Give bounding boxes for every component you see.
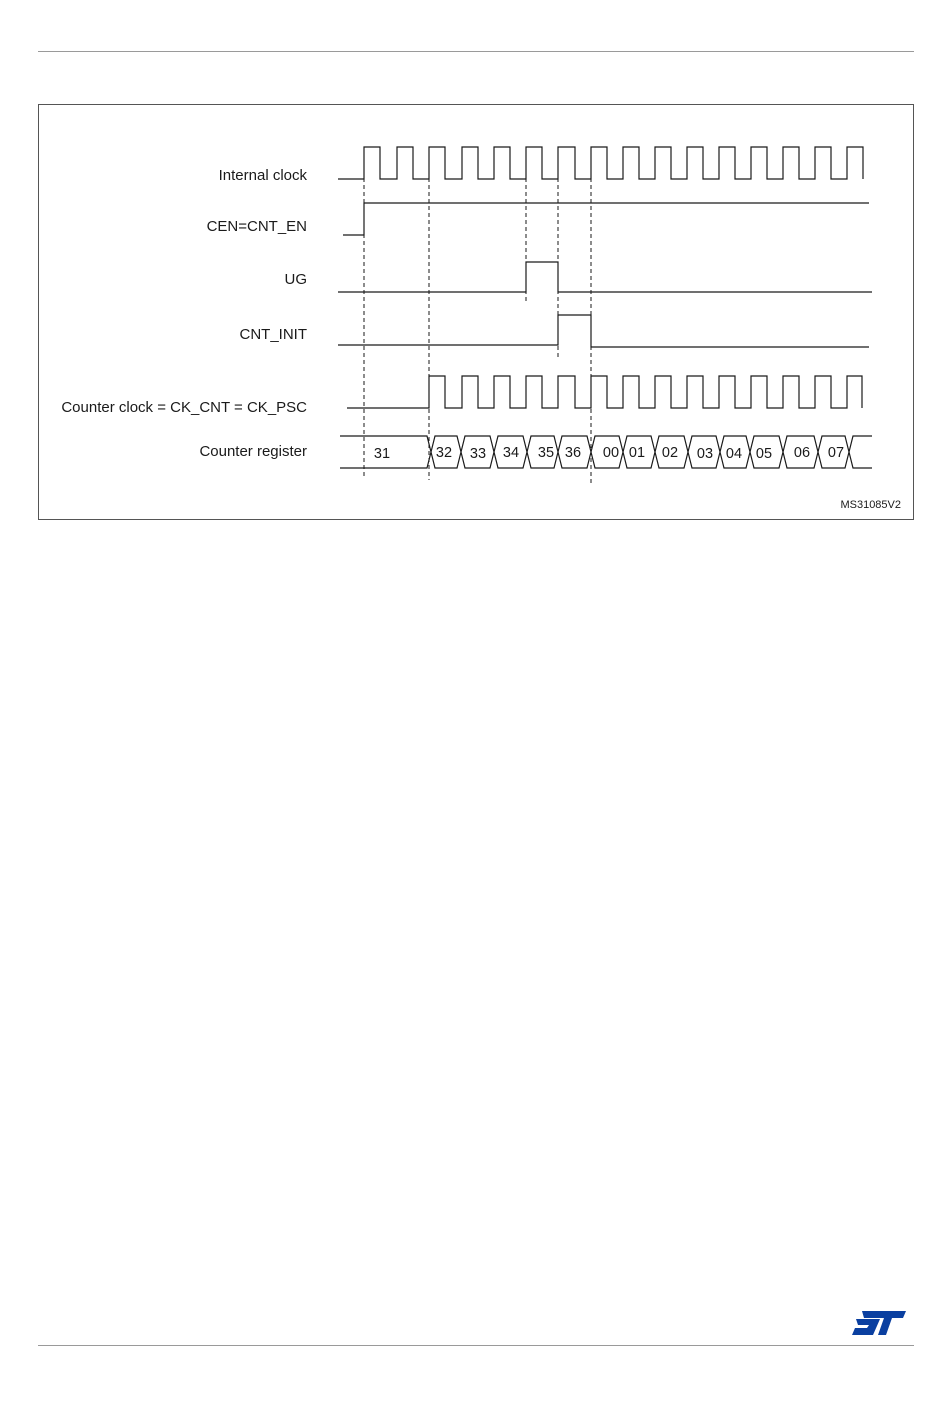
timing-diagram — [0, 0, 950, 560]
label-ug: UG — [284, 271, 307, 288]
st-logo-icon — [850, 1308, 908, 1338]
counter-value: 01 — [628, 445, 646, 461]
counter-value: 03 — [696, 446, 714, 462]
counter-value: 06 — [793, 445, 811, 461]
counter-value: 07 — [827, 445, 845, 461]
label-cen: CEN=CNT_EN — [206, 218, 307, 235]
label-counter-register: Counter register — [199, 443, 307, 460]
counter-value: 04 — [725, 446, 743, 462]
counter-value: 35 — [537, 445, 555, 461]
counter-value: 34 — [502, 445, 520, 461]
counter-value: 02 — [661, 445, 679, 461]
counter-value: 32 — [435, 445, 453, 461]
cnt-init-waveform — [338, 315, 869, 347]
counter-value: 33 — [469, 446, 487, 462]
label-counter-clock: Counter clock = CK_CNT = CK_PSC — [61, 399, 307, 416]
label-cnt-init: CNT_INIT — [239, 326, 307, 343]
ug-waveform — [338, 262, 872, 292]
internal-clock-waveform — [338, 147, 863, 179]
counter-value: 00 — [602, 445, 620, 461]
counter-value: 05 — [755, 446, 773, 462]
label-internal-clock: Internal clock — [218, 167, 307, 184]
footer-rule — [38, 1345, 914, 1346]
figure-reference: MS31085V2 — [840, 499, 901, 511]
cen-waveform — [343, 203, 869, 235]
counter-value: 36 — [564, 445, 582, 461]
counter-clock-waveform — [347, 376, 862, 408]
counter-value: 31 — [373, 446, 391, 462]
